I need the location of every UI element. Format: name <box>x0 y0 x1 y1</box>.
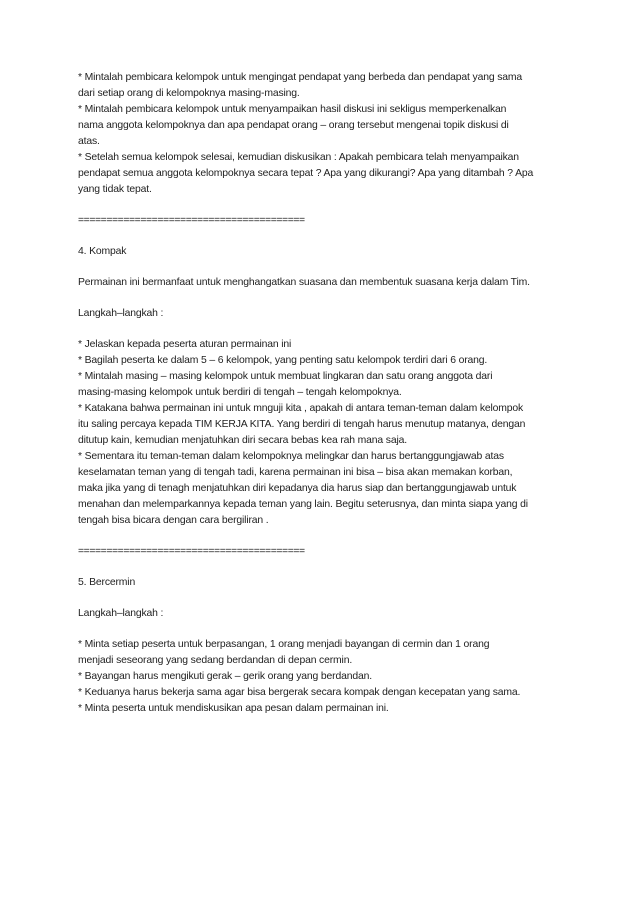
step-line: tengah bisa bicara dengan cara bergiliran . <box>78 515 269 526</box>
steps-label <box>78 306 578 322</box>
steps-label <box>78 606 578 622</box>
section-intro <box>78 275 578 291</box>
step-line: * Keduanya harus bekerja sama agar bisa bergerak secara kompak dengan kecepatan yang sama. <box>78 687 521 698</box>
step-line: keselamatan teman yang di tengah tadi, karena permainan ini bisa – bisa akan memakan korban, <box>78 467 513 478</box>
section-title <box>78 244 578 260</box>
section-5-title: 5. Bercermin <box>78 577 136 588</box>
section-title <box>78 575 578 591</box>
text-line: dari setiap orang di kelompoknya masing-masing. <box>78 88 300 99</box>
step-line: * Bagilah peserta ke dalam 5 – 6 kelompok, yang penting satu kelompok terdiri dari 6 orang. <box>78 355 488 366</box>
section-5-steps-label: Langkah–langkah : <box>78 608 164 619</box>
separator-line: ======================================== <box>78 215 305 226</box>
step-line: menahan dan melemparkannya kepada teman yang lain. Begitu seterusnya, dan minta siapa yang di <box>78 499 528 510</box>
separator-line: ======================================== <box>78 546 305 557</box>
section-4-steps <box>78 337 578 529</box>
text-line: atas. <box>78 136 100 147</box>
step-line: * Sementara itu teman-teman dalam kelompoknya melingkar dan harus bertanggungjawab atas <box>78 451 504 462</box>
separator <box>78 544 578 560</box>
text-line: * Mintalah pembicara kelompok untuk mengingat pendapat yang berbeda dan pendapat yang sama <box>78 72 523 83</box>
step-line: ditutup kain, kemudian menjatuhkan diri secara bebas kea rah mana saja. <box>78 435 407 446</box>
step-line: * Minta setiap peserta untuk berpasangan, 1 orang menjadi bayangan di cermin dan 1 orang <box>78 639 490 650</box>
text-line: yang tidak tepat. <box>78 184 152 195</box>
step-line: * Mintalah masing – masing kelompok untuk membuat lingkaran dan satu orang anggota dari <box>78 371 493 382</box>
step-line: * Jelaskan kepada peserta aturan permainan ini <box>78 339 292 350</box>
step-line: masing-masing kelompok untuk berdiri di tengah – tengah kelompoknya. <box>78 387 402 398</box>
step-line: * Minta peserta untuk mendiskusikan apa pesan dalam permainan ini. <box>78 703 389 714</box>
discussion-instructions <box>78 70 578 198</box>
text-line: pendapat semua anggota kelompoknya secara tepat ? Apa yang dikurangi? Apa yang ditambah ? Apa <box>78 168 534 179</box>
section-4-intro: Permainan ini bermanfaat untuk menghangatkan suasana dan membentuk suasana kerja dalam Tim. <box>78 277 530 288</box>
section-5-steps <box>78 637 578 717</box>
text-line: nama anggota kelompoknya dan apa pendapat orang – orang tersebut mengenai topik diskusi di <box>78 120 509 131</box>
step-line: maka jika yang di tenagh menjatuhkan diri kepadanya dia harus siap dan bertanggungjawab untuk <box>78 483 517 494</box>
step-line: * Bayangan harus mengikuti gerak – gerik orang yang berdandan. <box>78 671 372 682</box>
text-line: * Setelah semua kelompok selesai, kemudian diskusikan : Apakah pembicara telah menyampaikan <box>78 152 519 163</box>
separator <box>78 213 578 229</box>
step-line: itu saling percaya kepada TIM KERJA KITA. Yang berdiri di tengah harus menutup matanya, dengan <box>78 419 526 430</box>
section-4-title: 4. Kompak <box>78 246 127 257</box>
text-line: * Mintalah pembicara kelompok untuk menyampaikan hasil diskusi ini sekligus memperkenalkan <box>78 104 507 115</box>
step-line: * Katakana bahwa permainan ini untuk mnguji kita , apakah di antara teman-teman dalam kelompok <box>78 403 524 414</box>
step-line: menjadi seseorang yang sedang berdandan di depan cermin. <box>78 655 353 666</box>
document-body <box>78 70 578 732</box>
section-4-steps-label: Langkah–langkah : <box>78 308 164 319</box>
